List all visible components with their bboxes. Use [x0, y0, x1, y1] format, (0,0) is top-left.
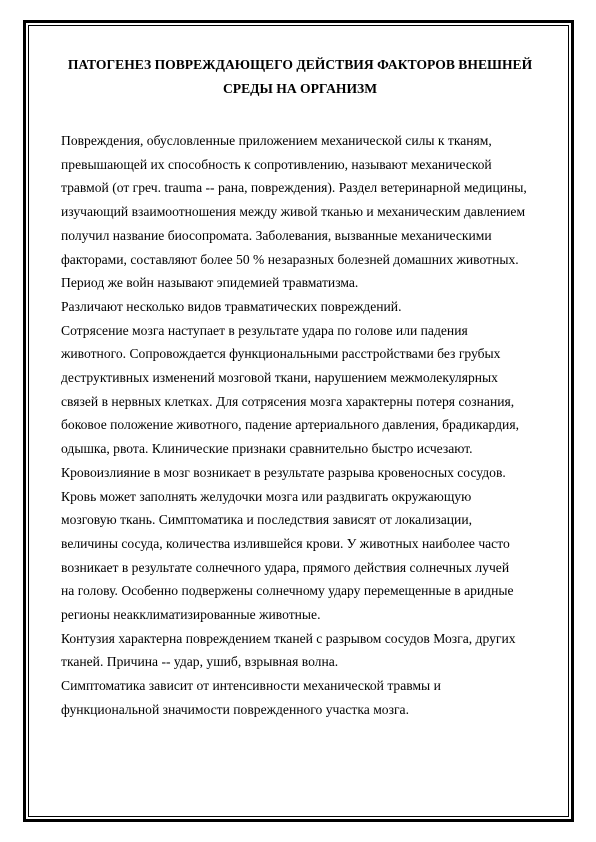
text-line: Кровоизлияние в мозг возникает в результате разрыва кровеносных сосудов.: [61, 464, 506, 480]
text-line: Симптоматика зависит от интенсивности механической травмы и: [61, 678, 441, 694]
text-line: животного. Сопровождается функциональными расстройствами без грубых: [61, 346, 501, 362]
text-line: Период же войн называют эпидемией травматизма.: [61, 275, 359, 291]
text-line: мозговую ткань. Симптоматика и последствия зависят от локализации,: [61, 512, 472, 528]
text-line: Различают несколько видов травматических повреждений.: [61, 298, 402, 314]
text-line: тканей. Причина -- удар, ушиб, взрывная волна.: [61, 654, 339, 670]
text-line: на голову. Особенно подвержены солнечному удару перемещенные в аридные: [61, 583, 514, 599]
text-line: Сотрясение мозга наступает в результате удара по голове или падения: [61, 322, 468, 338]
text-line: превышающей их способность к сопротивлению, называют механической: [61, 156, 492, 172]
text-line: Контузия характерна повреждением тканей с разрывом сосудов Мозга, других: [61, 630, 516, 646]
title-line-1: ПАТОГЕНЕЗ ПОВРЕЖДАЮЩЕГО ДЕЙСТВИЯ ФАКТОРОВ ВНЕШНЕЙ: [67, 57, 533, 72]
text-line: связей в нервных клетках. Для сотрясения мозга характерны потеря сознания,: [61, 393, 515, 409]
text-line: величины сосуда, количества излившейся крови. У животных наиболее часто: [61, 535, 510, 551]
text-line: регионы неакклиматизированные животные.: [61, 607, 321, 623]
document-title: [61, 53, 539, 101]
text-line: боковое положение животного, падение артериального давления, брадикардия,: [61, 417, 519, 433]
text-line: деструктивных изменений мозговой ткани, нарушением межмолекулярных: [61, 370, 498, 386]
text-line: травмой (от греч. trauma -- рана, повреждения). Раздел ветеринарной медицины,: [61, 180, 527, 196]
document-body: [61, 129, 539, 722]
text-line: возникает в результате солнечного удара, прямого действия солнечных лучей: [61, 559, 510, 575]
text-line: функциональной значимости поврежденного участка мозга.: [61, 701, 409, 717]
text-line: изучающий взаимоотношения между живой тканью и механическим давлением: [61, 204, 526, 220]
document-content: [61, 53, 539, 722]
page-frame: [23, 20, 574, 822]
text-line: одышка, рвота. Клинические признаки сравнительно быстро исчезают.: [61, 441, 473, 457]
text-line: факторами, составляют более 50 % незаразных болезней домашних животных.: [61, 251, 519, 267]
text-line: Кровь может заполнять желудочки мозга или раздвигать окружающую: [61, 488, 472, 504]
title-line-2: СРЕДЫ НА ОРГАНИЗМ: [222, 81, 378, 96]
text-line: получил название биосопромата. Заболевания, вызванные механическими: [61, 227, 492, 243]
text-line: Повреждения, обусловленные приложением механической силы к тканям,: [61, 133, 492, 148]
